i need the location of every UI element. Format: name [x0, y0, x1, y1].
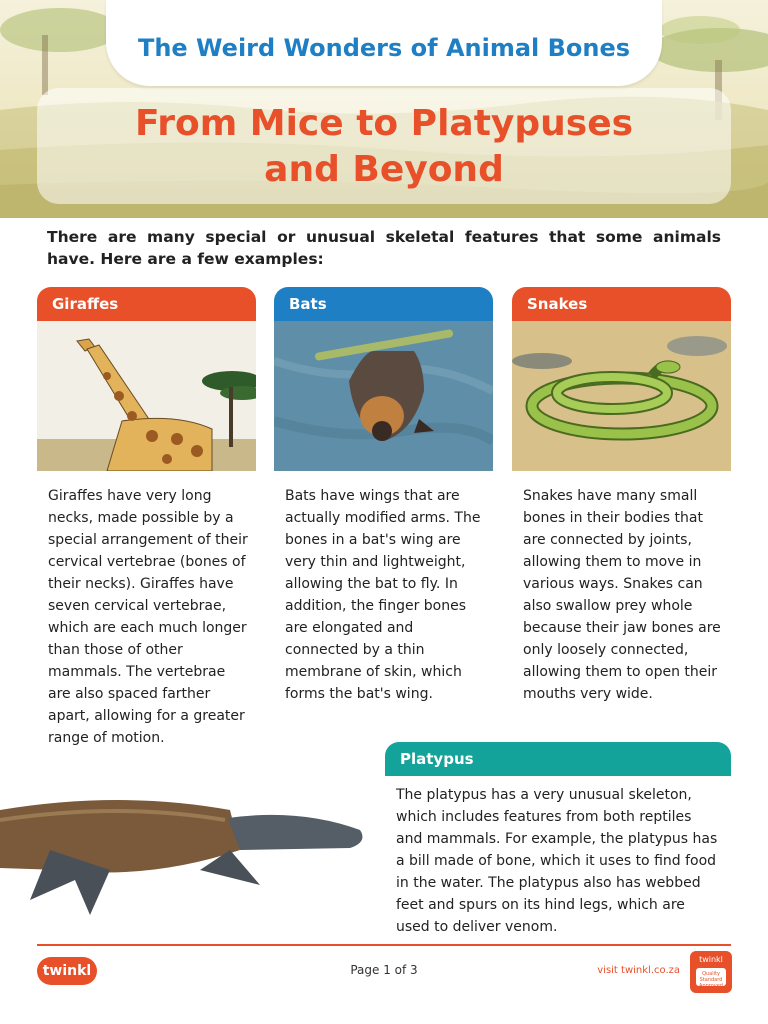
series-title: The Weird Wonders of Animal Bones [137, 34, 631, 62]
quality-badge-sub: Quality Standard Approved [696, 968, 726, 986]
page-number: Page 1 of 3 [350, 963, 418, 977]
bat-image [274, 321, 493, 471]
footer-divider [37, 944, 731, 946]
quality-badge [690, 951, 732, 993]
giraffes-card-title: Giraffes [37, 287, 256, 321]
header-banner [0, 0, 768, 218]
snakes-card-text: Snakes have many small bones in their bodies that are connected by joints, allowing them to move in various ways. Snakes can also swallow prey whole because their jaw bones are only loosely connected, allowing them to open their mouths very wide. [523, 488, 721, 702]
bats-card-text: Bats have wings that are actually modified arms. The bones in a bat's wing are very thin and lightweight, allowing the bat to fly. In addition, the finger bones are elongated and connected by a thin membrane of skin, which forms the bat's wing. [285, 488, 481, 702]
snake-image [512, 321, 731, 471]
bats-card [274, 287, 493, 705]
visit-link[interactable]: visit twinkl.co.za [597, 965, 680, 976]
giraffe-image [37, 321, 256, 471]
platypus-card-title: Platypus [385, 742, 731, 776]
platypus-card [385, 742, 731, 938]
page-title-line-1: From Mice to Platypuses [134, 103, 634, 144]
snakes-card [512, 287, 731, 705]
page-title [37, 101, 731, 193]
platypus-card-text: The platypus has a very unusual skeleton, which includes features from both reptiles and mammals. For example, the platypus has a bill made of bone, which it uses to find food in the water. The platypus also has webbed feet and spurs on its hind legs, which are used to deliver venom. [396, 787, 718, 935]
giraffes-card-text: Giraffes have very long necks, made possible by a special arrangement of their cervical vertebrae (bones of their necks). Giraffes have seven cervical vertebrae, which are each much longer than those of other mammals. The vertebrae are also spaced farther apart, allowing for a greater range of motion. [48, 488, 248, 746]
bats-card-title: Bats [274, 287, 493, 321]
twinkl-logo: twinkl [37, 957, 97, 985]
giraffes-card [37, 287, 256, 749]
page-title-line-2: and Beyond [264, 149, 504, 190]
intro-paragraph: There are many special or unusual skeletal features that some animals have. Here are a few examples: [47, 228, 721, 268]
snakes-card-title: Snakes [512, 287, 731, 321]
quality-badge-title: twinkl [699, 955, 723, 964]
platypus-image [0, 790, 384, 920]
